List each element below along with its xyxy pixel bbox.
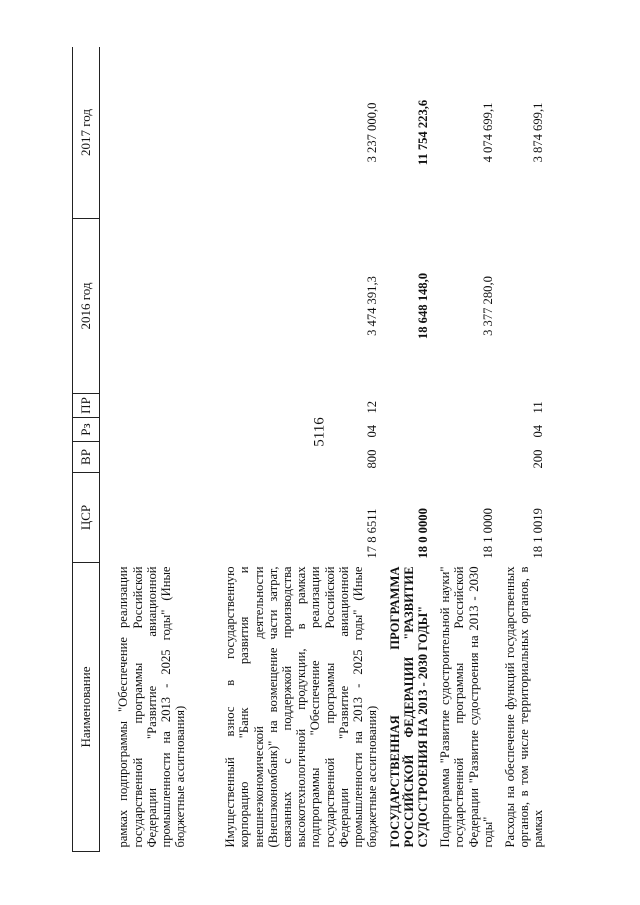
table-row [384,47,435,852]
header-csr: ЦСР [73,473,100,563]
row-rz: 04 [531,424,546,438]
header-name: Наименование [73,563,100,852]
row-vr: 800 [365,449,380,469]
table-row [499,47,550,852]
budget-table-rotated [72,47,618,852]
table-row [434,47,499,852]
row-csr: 18 1 0019 [531,508,546,559]
row-csr: 18 0 0000 [415,508,430,559]
row-name: ГОСУДАРСТВЕННАЯ ПРОГРАММА РОССИЙСКОЙ ФЕДЕРАЦИИ "РАЗВИТИЕ СУДОСТРОЕНИЯ НА 2013 - 2030 ГОДЫ" [387,566,430,848]
row-2016: 3 474 391,3 [365,276,380,336]
row-pr [384,394,435,418]
row-name: Подпрограмма "Развитие судостроительной науки" государственной программы Российской Федерации "Развитие судостроения на 2013 - 2030 годы" [438,566,495,848]
row-csr [100,473,192,563]
row-vr: 200 [531,449,546,469]
row-name: Имущественный взнос в государственную корпорацию "Банк развития и внешнеэкономической деятельности (Внешэкономбанк)" на возмещение части затрат, связанных с поддержкой производства высокотехнологичной продукции, в рамках подпрограммы "Обеспечение реализации государственной программы Российской Федерации "Развитие авиационной промышленности на 2013 - 2025 годы" (Иные бюджетные ассигнования) [223,566,380,848]
row-2016: 18 648 148,0 [415,272,430,340]
row-pr [100,394,192,418]
row-name: рамках подпрограммы "Обеспечение реализации государственной программы Российской Федерации "Развитие авиационной промышленности на 2013 - 2025 годы" (Иные бюджетные ассигнования) [116,566,188,848]
row-rz [434,418,499,442]
header-vr: ВР [73,442,100,473]
page-number: 5116 [311,417,328,447]
row-2016 [100,219,192,394]
row-rz: 04 [365,424,380,438]
row-csr: 18 1 0000 [480,508,495,559]
row-pr: 11 [531,401,546,414]
table-row [192,47,384,852]
row-2017: 11 754 223,6 [415,99,430,166]
row-csr: 17 8 6511 [365,508,380,559]
row-rz [100,418,192,442]
row-2017: 3 237 000,0 [365,102,380,163]
header-row [73,47,100,852]
row-pr: 12 [365,400,380,414]
row-vr [100,442,192,473]
budget-table [72,47,550,852]
budget-table-region [72,47,618,852]
row-2016 [499,219,550,394]
row-name: Расходы на обеспечение функций государственных органов, в том числе территориальных органов, в рамках [503,566,546,848]
header-pr: ПР [73,394,100,418]
header-rz: Рз [73,418,100,442]
row-2017: 4 074 699,1 [480,102,495,163]
row-2017: 3 874 699,1 [531,102,546,163]
table-row [100,47,192,852]
row-vr [434,442,499,473]
row-pr [434,394,499,418]
row-vr [384,442,435,473]
row-2017 [100,47,192,219]
row-rz [384,418,435,442]
header-2017: 2017 год [73,47,100,219]
row-2016: 3 377 280,0 [480,276,495,336]
header-2016: 2016 год [73,219,100,394]
